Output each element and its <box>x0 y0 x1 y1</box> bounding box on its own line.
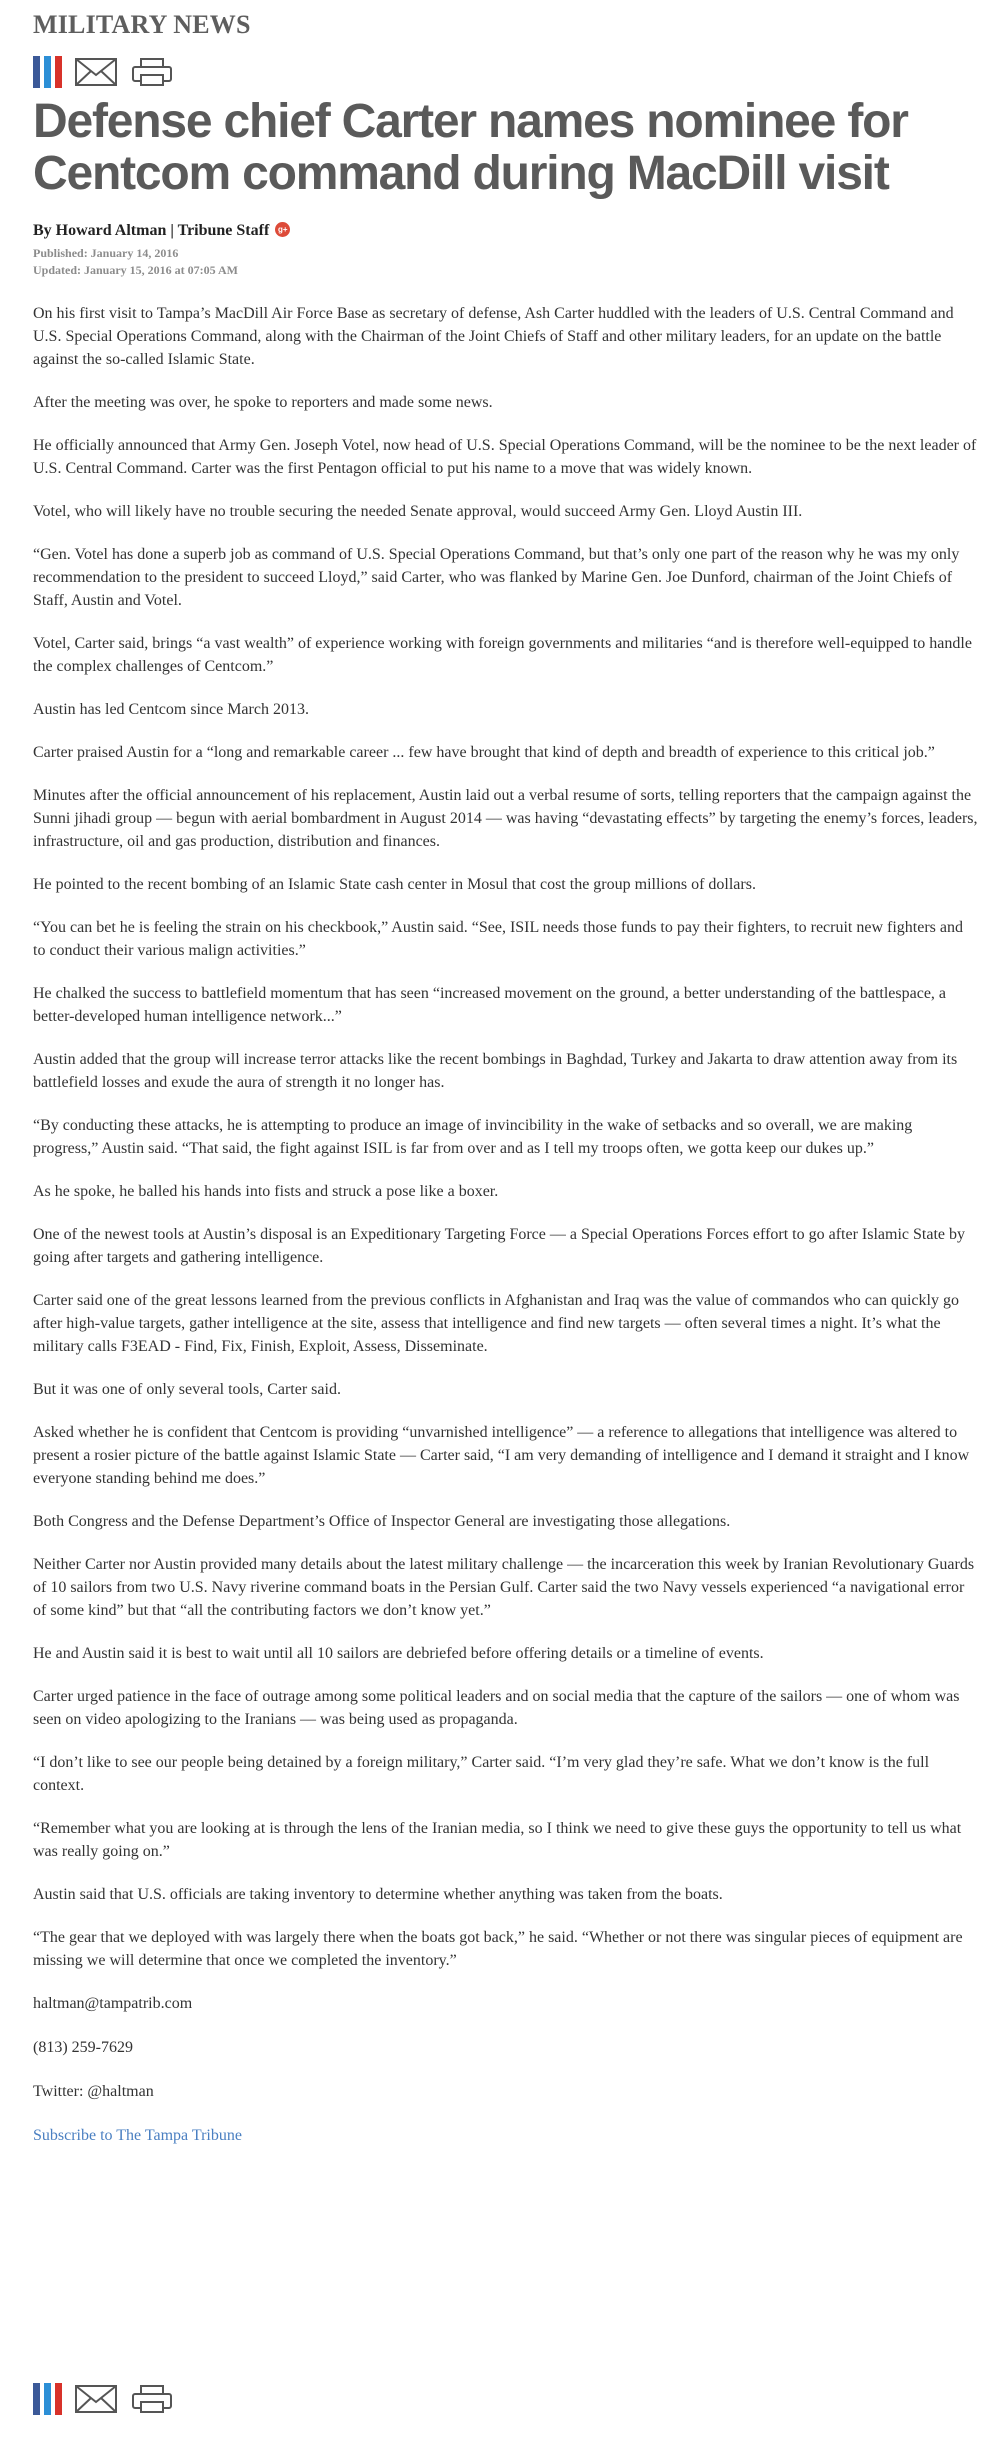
updated-date: Updated: January 15, 2016 at 07:05 AM <box>33 263 239 277</box>
share-stripe <box>55 56 62 88</box>
article-paragraph: Votel, who will likely have no trouble securing the needed Senate approval, would succeed Army Gen. Lloyd Austin III. <box>33 503 803 520</box>
article-paragraph: One of the newest tools at Austin’s disposal is an Expeditionary Targeting Force — a Special Operations Forces effort to go after Islamic State by going after targets and gathering intelligence. <box>33 1226 966 1266</box>
share-stripe <box>55 2383 62 2415</box>
share-bar-top <box>33 52 174 92</box>
share-stripes-icon[interactable] <box>33 2383 62 2415</box>
article-paragraph: He chalked the success to battlefield momentum that has seen “increased movement on the ground, a better understanding of the battlespace, a better-developed human intelligence network...” <box>33 985 947 1025</box>
article-paragraph: He and Austin said it is best to wait until all 10 sailors are debriefed before offering details or a timeline of events. <box>33 1645 764 1662</box>
article-body <box>33 302 978 2167</box>
article-paragraph: After the meeting was over, he spoke to reporters and made some news. <box>33 394 493 411</box>
article-paragraph: “The gear that we deployed with was largely there when the boats got back,” he said. “Whether or not there was singular pieces of equipment are missing we will determine that once we completed the inventory.” <box>33 1929 963 1969</box>
article-paragraph: Austin has led Centcom since March 2013. <box>33 701 309 718</box>
article-paragraph: Austin added that the group will increase terror attacks like the recent bombings in Baghdad, Turkey and Jakarta to draw attention away from its battlefield losses and exude the aura of strength it no longer has. <box>33 1051 958 1091</box>
share-stripe <box>33 2383 40 2415</box>
print-icon[interactable] <box>130 2383 174 2415</box>
contact-phone: (813) 259-7629 <box>33 2039 133 2056</box>
article-paragraph: Austin said that U.S. officials are taking inventory to determine whether anything was taken from the boats. <box>33 1886 723 1903</box>
article-paragraph: He officially announced that Army Gen. Joseph Votel, now head of U.S. Special Operations Command, will be the nominee to be the next leader of U.S. Central Command. Carter was the first Pentagon official to put his name to a move that was widely known. <box>33 437 977 477</box>
article-paragraph: Votel, Carter said, brings “a vast wealth” of experience working with foreign governments and militaries “and is therefore well-equipped to handle the complex challenges of Centcom.” <box>33 635 972 675</box>
share-stripes-icon[interactable] <box>33 56 62 88</box>
print-icon[interactable] <box>130 56 174 88</box>
share-stripe <box>44 56 51 88</box>
article-paragraph: Carter urged patience in the face of outrage among some political leaders and on social media that the capture of the sailors — one of whom was seen on video apologizing to the Iranians — was being used as propaganda. <box>33 1688 960 1728</box>
share-stripe <box>33 56 40 88</box>
article-paragraph: “Gen. Votel has done a superb job as command of U.S. Special Operations Command, but that’s only one part of the reason why he was my only recommendation to the president to succeed Lloyd,” said Carter, who was flanked by Marine Gen. Joe Dunford, chairman of the Joint Chiefs of Staff, Austin and Votel. <box>33 546 960 609</box>
share-bar-bottom <box>33 2379 174 2419</box>
article-paragraph: Neither Carter nor Austin provided many details about the latest military challenge — the incarceration this week by Iranian Revolutionary Guards of 10 sailors from two U.S. Navy riverine command boats in the Persian Gulf. Carter said the two Navy vessels experienced “a navigational error of some kind” but that “all the contributing factors we don’t know yet.” <box>33 1556 975 1619</box>
article-paragraph: Both Congress and the Defense Department’s Office of Inspector General are investigating those allegations. <box>33 1513 731 1530</box>
article-paragraph: On his first visit to Tampa’s MacDill Air Force Base as secretary of defense, Ash Carter huddled with the leaders of U.S. Central Command and U.S. Special Operations Command, along with the Chairman of the Joint Chiefs of Staff and other military leaders, for an update on the battle against the so-called Islamic State. <box>33 305 954 368</box>
email-icon[interactable] <box>74 2383 118 2415</box>
article-paragraph: Carter said one of the great lessons learned from the previous conflicts in Afghanistan and Iraq was the value of commandos who can quickly go after high-value targets, gather intelligence at the site, assess that intelligence and find new targets — often several times a night. It’s what the military calls F3EAD - Find, Fix, Finish, Exploit, Assess, Disseminate. <box>33 1292 959 1355</box>
headline: Defense chief Carter names nominee for Centcom command during MacDill visit <box>33 95 908 200</box>
section-label: MILITARY NEWS <box>33 10 251 39</box>
article-paragraph: He pointed to the recent bombing of an Islamic State cash center in Mosul that cost the group millions of dollars. <box>33 876 756 893</box>
byline <box>33 222 290 240</box>
article-paragraph: “Remember what you are looking at is through the lens of the Iranian media, so I think we need to give these guys the opportunity to tell us what was really going on.” <box>33 1820 962 1860</box>
article-paragraph: “By conducting these attacks, he is attempting to produce an image of invincibility in the wake of setbacks and so overall, we are making progress,” Austin said. “That said, the fight against ISIL is far from over and as I tell my troops often, we gotta keep our dukes up.” <box>33 1117 913 1157</box>
article-paragraph: “I don’t like to see our people being detained by a foreign military,” Carter said. “I’m very glad they’re safe. What we don’t know is the full context. <box>33 1754 930 1794</box>
email-icon[interactable] <box>74 56 118 88</box>
published-date: Published: January 14, 2016 <box>33 246 179 260</box>
byline-author[interactable]: By Howard Altman | Tribune Staff <box>33 222 270 239</box>
article-paragraph: But it was one of only several tools, Carter said. <box>33 1381 341 1398</box>
article-paragraph: Asked whether he is confident that Centcom is providing “unvarnished intelligence” — a reference to allegations that intelligence was altered to present a rosier picture of the battle against Islamic State — Carter said, “I am very demanding of intelligence and I demand it straight and I know everyone standing behind me does.” <box>33 1424 970 1487</box>
article-paragraph: Carter praised Austin for a “long and remarkable career ... few have brought that kind of depth and breadth of experience to this critical job.” <box>33 744 935 761</box>
article-paragraph: Minutes after the official announcement of his replacement, Austin laid out a verbal resume of sorts, telling reporters that the campaign against the Sunni jihadi group — begun with aerial bombardment in August 2014 — was having “devastating effects” by targeting the enemy’s forces, leaders, infrastructure, oil and gas production, distribution and finances. <box>33 787 978 850</box>
publish-dates <box>33 245 238 279</box>
share-stripe <box>44 2383 51 2415</box>
article-paragraph: As he spoke, he balled his hands into fists and struck a pose like a boxer. <box>33 1183 499 1200</box>
contact-email: haltman@tampatrib.com <box>33 1995 193 2012</box>
subscribe-link[interactable]: Subscribe to The Tampa Tribune <box>33 2127 242 2144</box>
article-paragraph: “You can bet he is feeling the strain on his checkbook,” Austin said. “See, ISIL needs those funds to pay their fighters, to recruit new fighters and to conduct their various malign activities.” <box>33 919 963 959</box>
contact-twitter: Twitter: @haltman <box>33 2083 154 2100</box>
google-plus-icon[interactable]: g+ <box>275 222 290 237</box>
